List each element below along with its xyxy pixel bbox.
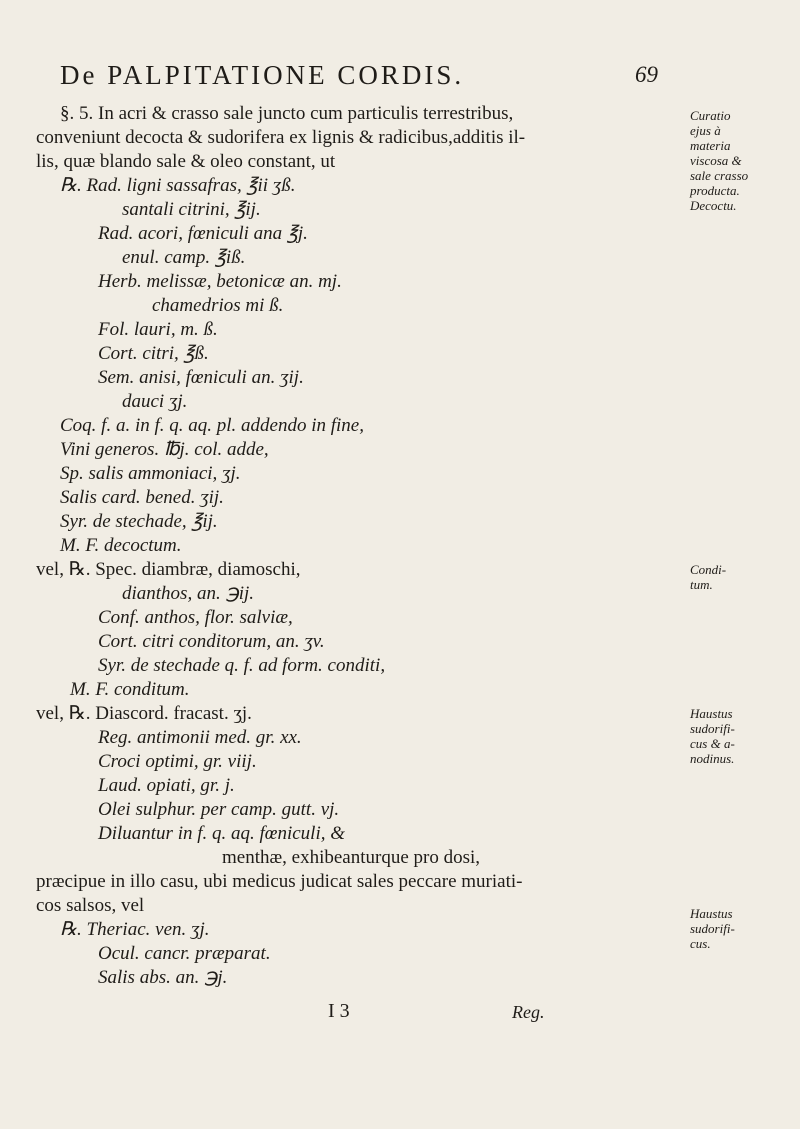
text-line: ℞. Rad. ligni sassafras, ℥ii ʒß. <box>60 175 296 196</box>
margin-note-line: sale crasso <box>690 168 749 183</box>
margin-note-line: Condi- <box>690 562 727 577</box>
text-line: dauci ʒj. <box>122 391 188 412</box>
text-line: Syr. de stechade q. f. ad form. conditi, <box>98 655 386 676</box>
text-line: vel, ℞. Spec. diambræ, diamoschi, <box>36 559 301 580</box>
running-header <box>60 60 700 92</box>
text-line: Cort. citri, ℥ß. <box>98 343 209 364</box>
text-line: santali citrini, ℥ij. <box>122 199 261 220</box>
text-line: Salis abs. an. ℈j. <box>98 967 228 988</box>
text-line: Syr. de stechade, ℥ij. <box>60 511 218 532</box>
margin-note <box>690 706 795 766</box>
text-line: Rad. acori, fœniculi ana ℥j. <box>98 223 308 244</box>
text-line: Conf. anthos, flor. salviæ, <box>98 607 293 628</box>
text-line: M. F. conditum. <box>70 679 190 700</box>
margin-note-line: tum. <box>690 577 713 592</box>
margin-note-line: producta. <box>690 183 740 198</box>
text-line: Laud. opiati, gr. j. <box>98 775 235 796</box>
text-line: Salis card. bened. ʒij. <box>60 487 224 508</box>
text-line: Sem. anisi, fœniculi an. ʒij. <box>98 367 304 388</box>
text-line: Sp. salis ammoniaci, ʒj. <box>60 463 241 484</box>
text-line: conveniunt decocta & sudorifera ex lignis & radicibus,additis il- <box>36 127 526 148</box>
margin-note-line: Curatio <box>690 108 731 123</box>
text-line: M. F. decoctum. <box>60 535 182 556</box>
text-line: Fol. lauri, m. ß. <box>98 319 218 340</box>
text-line: ℞. Theriac. ven. ʒj. <box>60 919 210 940</box>
margin-note-line: cus. <box>690 936 711 951</box>
margin-note-line: nodinus. <box>690 751 735 766</box>
margin-note <box>690 108 795 213</box>
margin-note-line: ejus à <box>690 123 721 138</box>
text-line: Olei sulphur. per camp. gutt. vj. <box>98 799 340 820</box>
text-line: Croci optimi, gr. viij. <box>98 751 257 772</box>
catchword: Reg. <box>512 1002 545 1022</box>
text-line: chamedrios mi ß. <box>152 295 284 316</box>
text-line: Coq. f. a. in f. q. aq. pl. addendo in fine, <box>60 415 364 436</box>
margin-note-line: sudorifi- <box>690 721 735 736</box>
text-line: Diluantur in f. q. aq. fœniculi, & <box>98 823 346 844</box>
text-line: lis, quæ blando sale & oleo constant, ut <box>36 151 336 172</box>
margin-note-line: viscosa & <box>690 153 742 168</box>
margin-note-line: cus & a- <box>690 736 735 751</box>
margin-note <box>690 906 795 951</box>
text-line: Herb. melissæ, betonicæ an. mj. <box>98 271 342 292</box>
margin-note-line: Decoctu. <box>690 198 737 213</box>
text-line: §. 5. In acri & crasso sale juncto cum particulis terrestribus, <box>60 103 514 124</box>
text-line: vel, ℞. Diascord. fracast. ʒj. <box>36 703 252 724</box>
margin-note <box>690 562 795 592</box>
margin-note-line: Haustus <box>690 906 733 921</box>
text-line: menthæ, exhibeanturque pro dosi, <box>222 847 481 868</box>
text-line: cos salsos, vel <box>36 895 145 916</box>
margin-note-line: Haustus <box>690 706 733 721</box>
margin-note-line: sudorifi- <box>690 921 735 936</box>
page-number: 69 <box>635 62 658 87</box>
text-line: Cort. citri conditorum, an. ʒv. <box>98 631 325 652</box>
text-line: Vini generos. ℔j. col. adde, <box>60 439 269 460</box>
text-line: dianthos, an. ℈ij. <box>122 583 255 604</box>
text-line: præcipue in illo casu, ubi medicus judicat sales peccare muriati- <box>36 871 523 892</box>
running-title: De PALPITATIONE CORDIS. <box>60 60 465 90</box>
text-line: enul. camp. ℥iß. <box>122 247 246 268</box>
text-line: Ocul. cancr. præparat. <box>98 943 271 964</box>
signature-mark: I 3 <box>328 1000 350 1022</box>
text-line: Reg. antimonii med. gr. xx. <box>98 727 302 748</box>
margin-note-line: materia <box>690 138 731 153</box>
